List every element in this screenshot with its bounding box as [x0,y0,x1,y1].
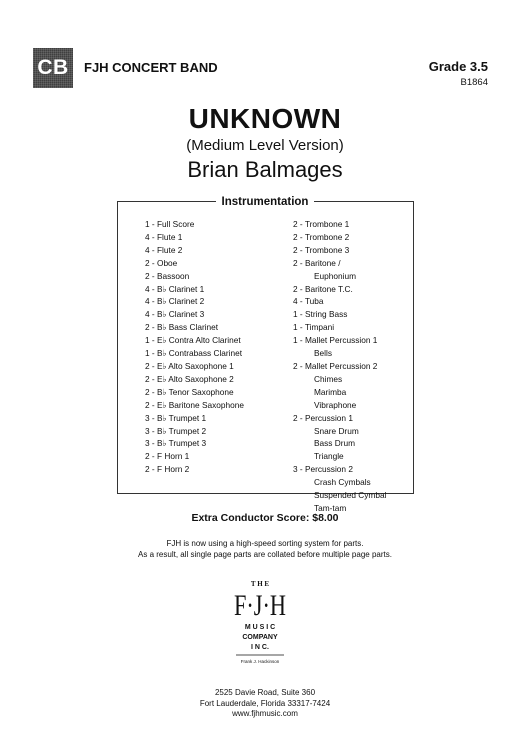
instrument-item: 4 - B♭ Clarinet 2 [145,296,205,307]
instrument-subitem: Vibraphone [314,399,357,410]
instrumentation-left-column [145,218,244,476]
instrument-subitem: Snare Drum [314,425,359,436]
logo-line-music: M U S I C [244,624,276,631]
instrument-subitem: Suspended Cymbal [314,490,387,501]
instrumentation-right-column [293,218,386,515]
instrument-item: 2 - Trombone 1 [293,219,350,229]
instrument-item: 2 - Baritone T.C. [293,283,353,294]
instrument-item: 2 - Mallet Percussion 2 [293,360,378,371]
piece-subtitle: (Medium Level Version) [186,137,344,154]
instrumentation-heading-text: Instrumentation [216,196,315,208]
catalog-number: B1864 [460,77,488,88]
publisher-address [0,688,530,720]
instrument-item: 1 - Full Score [145,219,195,229]
instrument-item: 3 - B♭ Trumpet 3 [145,438,207,449]
instrument-item: 4 - B♭ Clarinet 1 [145,283,205,294]
logo-line-the: T H E [250,580,270,588]
logo-line-fjh: F·J·H [234,589,286,622]
instrument-item: 1 - Mallet Percussion 1 [293,335,378,346]
instrument-item: 2 - Trombone 3 [293,244,350,255]
instrument-subitem: Marimba [314,386,347,397]
instrument-item: 4 - Tuba [293,296,324,307]
instrument-item: 2 - F Horn 1 [145,451,190,462]
instrument-item: 2 - F Horn 2 [145,464,190,475]
address-line: 2525 Davie Road, Suite 360 [214,688,316,697]
grade-level: Grade 3.5 [428,59,488,74]
extra-score-price: Extra Conductor Score: $8.00 [191,512,339,524]
instrument-item: 3 - Percussion 2 [293,464,353,475]
instrument-item: 2 - E♭ Alto Saxophone 1 [145,360,234,371]
website-link[interactable]: www.fjhmusic.com [232,709,298,718]
instrument-subitem: Triangle [314,451,344,462]
instrument-item: 4 - B♭ Clarinet 3 [145,309,205,320]
instrument-item: 1 - B♭ Contrabass Clarinet [145,348,243,359]
piece-title: UNKNOWN [188,103,342,134]
cb-logo: CB [33,48,73,88]
instrument-item: 1 - Timpani [293,322,335,333]
logo-line-company: COMPANY [242,634,278,641]
instrument-item: 2 - E♭ Alto Saxophone 2 [145,373,234,384]
logo-founder: Frank J. Hackinson [240,659,280,664]
fjh-publisher-logo [230,577,290,679]
instrumentation-heading [0,192,530,210]
instrument-item: 2 - B♭ Bass Clarinet [145,322,219,333]
sorting-note-line: As a result, all single page parts are collated before multiple page parts. [138,550,392,559]
address-line: Fort Lauderdale, Florida 33317-7424 [199,698,331,708]
sorting-note [0,538,530,560]
instrument-subitem: Euphonium [314,270,356,281]
instrument-subitem: Crash Cymbals [314,477,371,488]
instrument-item: 2 - B♭ Tenor Saxophone [145,386,234,397]
instrument-item: 2 - Oboe [145,257,178,268]
sorting-note-line: FJH is now using a high-speed sorting system for parts. [166,539,364,548]
instrument-item: 2 - Baritone / [293,257,341,268]
instrument-item: 2 - Trombone 2 [293,231,350,242]
instrument-item: 2 - E♭ Baritone Saxophone [145,399,244,410]
instrument-subitem: Chimes [314,373,343,384]
instrument-item: 1 - E♭ Contra Alto Clarinet [145,335,241,346]
instrument-subitem: Bass Drum [314,438,356,449]
instrument-item: 2 - Percussion 1 [293,412,353,423]
instrument-subitem: Tam-tam [314,502,347,513]
instrument-item: 3 - B♭ Trumpet 2 [145,425,207,436]
instrument-item: 1 - String Bass [293,309,348,320]
composer-name: Brian Balmages [187,157,343,182]
instrument-item: 2 - Bassoon [145,270,190,281]
instrument-item: 3 - B♭ Trumpet 1 [145,412,207,423]
logo-line-inc: I N C. [251,644,269,651]
instrument-item: 4 - Flute 1 [145,231,183,242]
series-name: FJH CONCERT BAND [84,60,218,75]
instrument-item: 4 - Flute 2 [145,244,183,255]
instrument-subitem: Bells [314,348,332,359]
